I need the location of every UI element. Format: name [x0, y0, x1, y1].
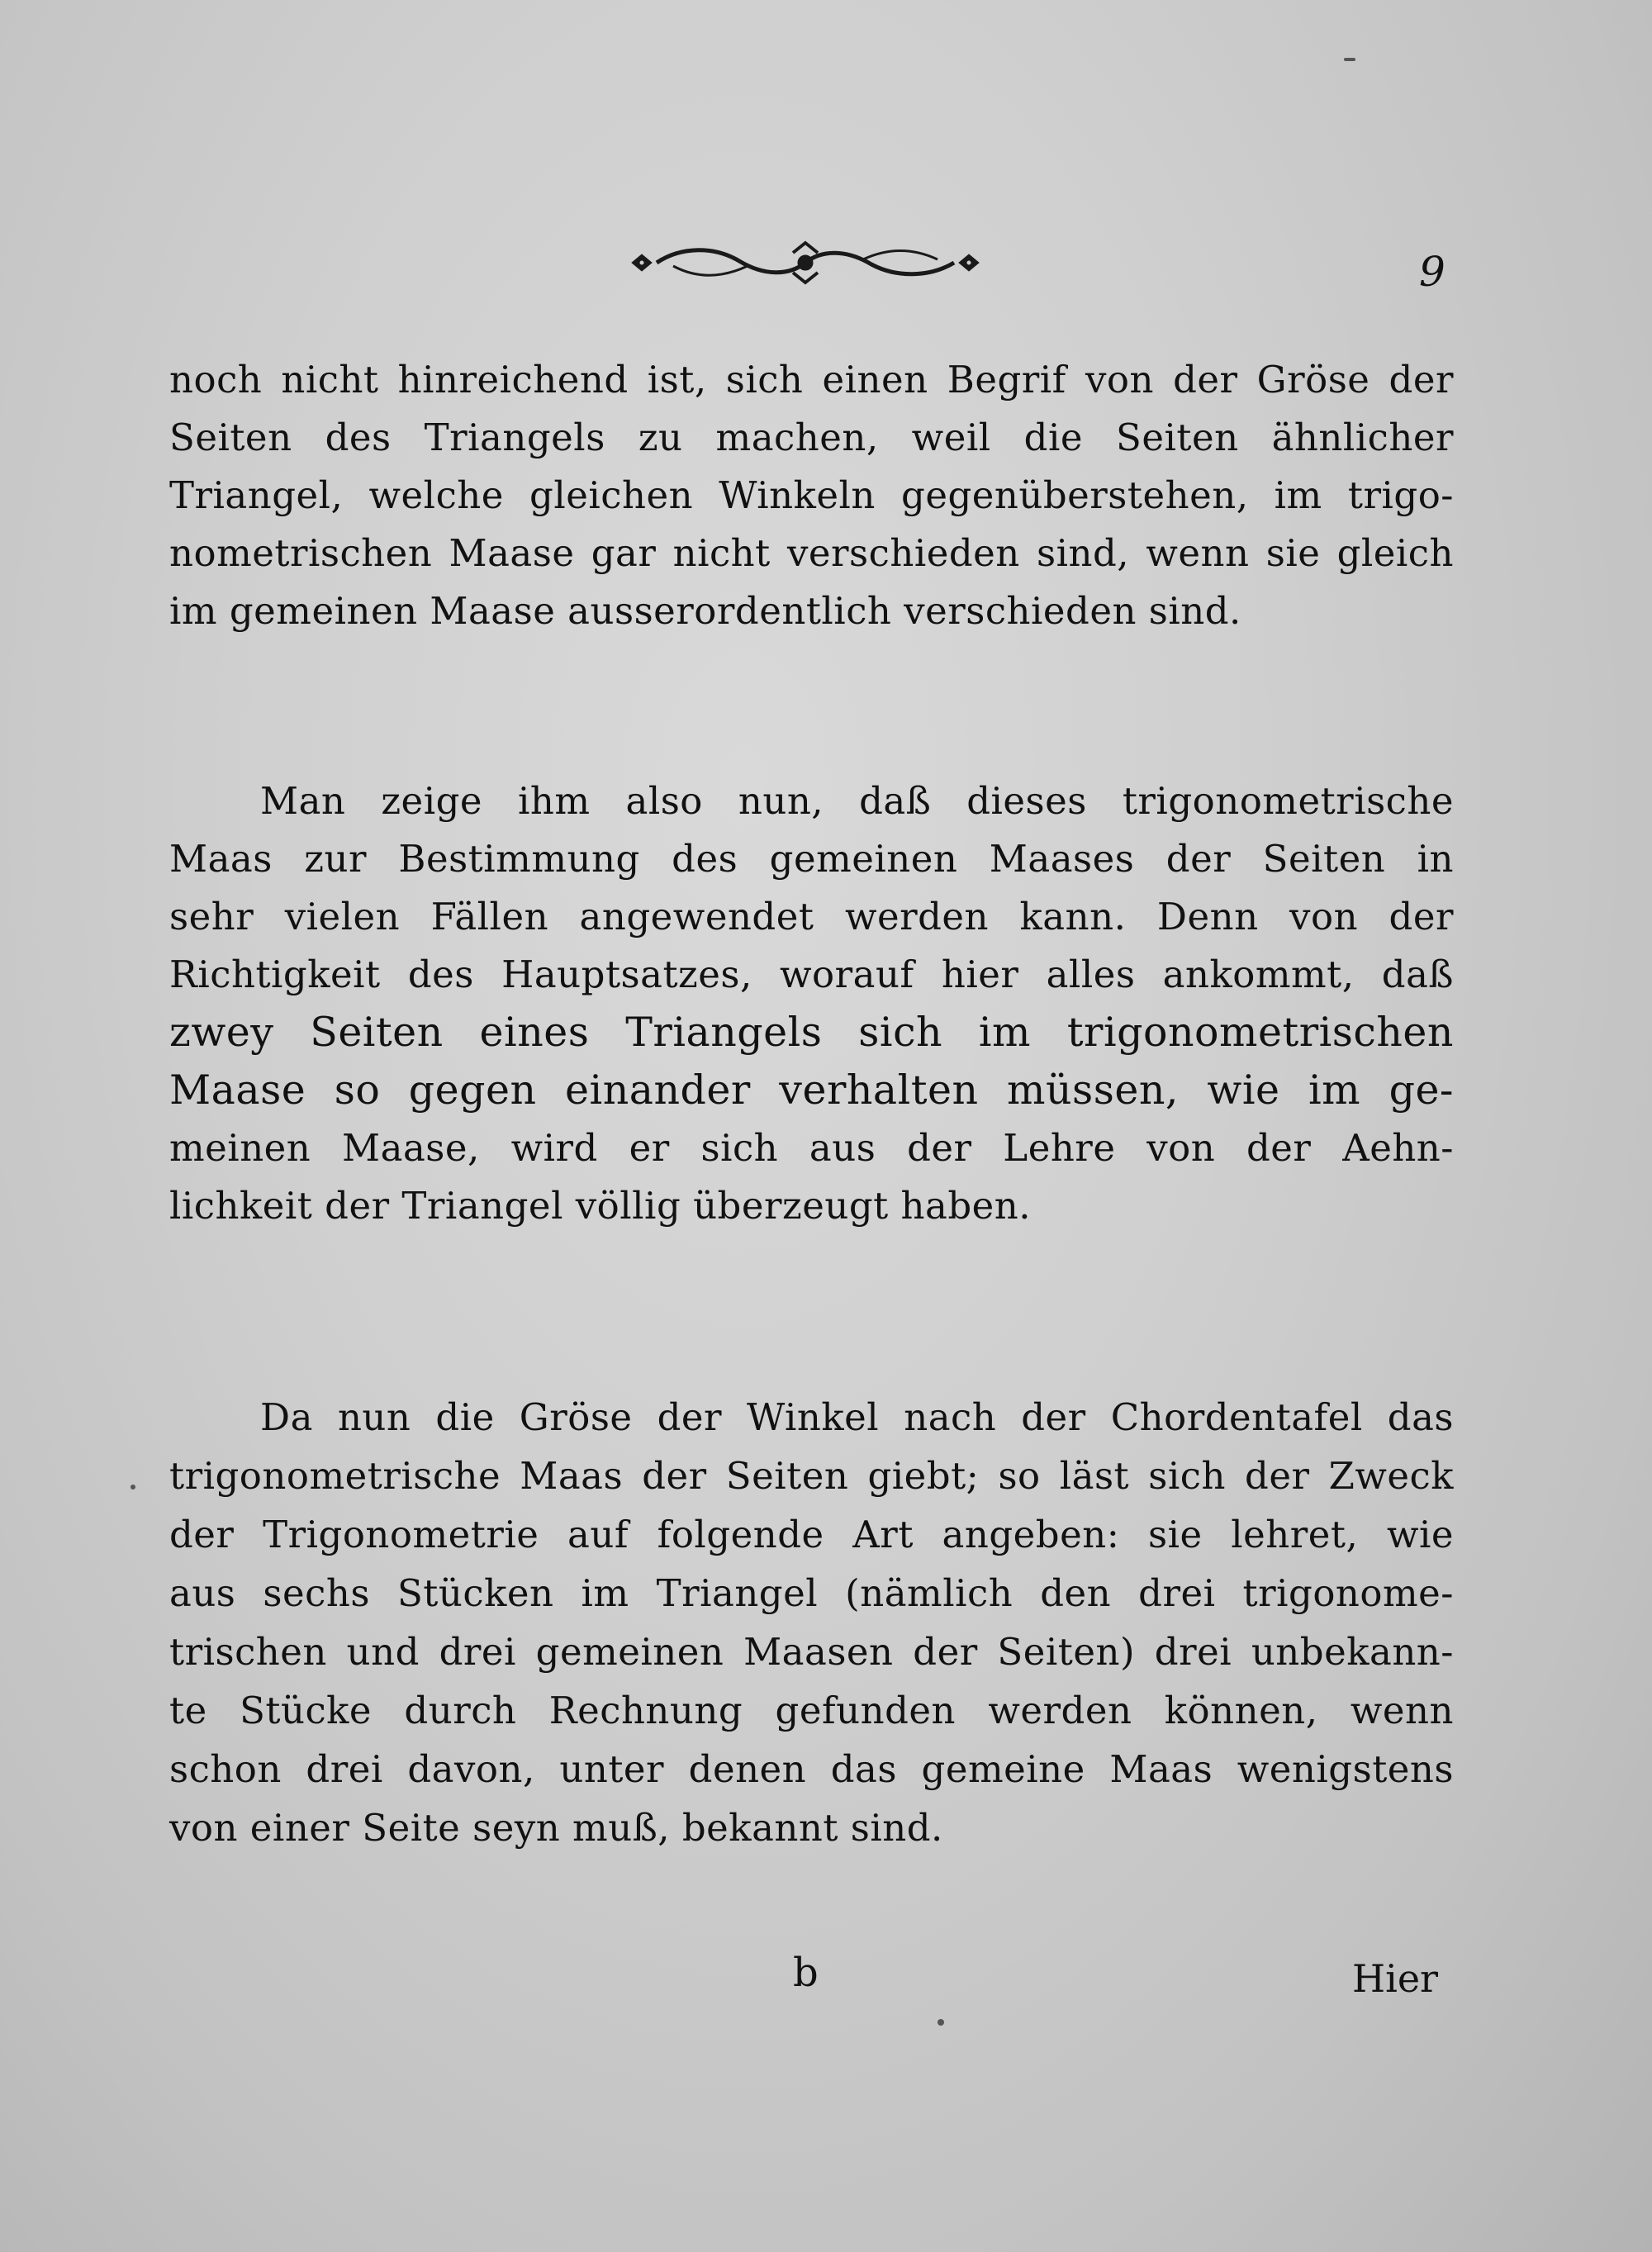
text-line: im gemeinen Maase ausserordentlich verschieden sind.: [169, 589, 1241, 633]
text-line: Richtigkeit des Hauptsatzes, worauf hier alles ankommt, daß: [169, 953, 1454, 996]
text-line: zwey Seiten eines Triangels sich im trigonometrischen: [169, 1009, 1454, 1056]
paragraph-2: [169, 772, 1454, 1235]
text-line: Man zeige ihm also nun, daß dieses trigonometrische: [260, 779, 1454, 823]
text-line: von einer Seite seyn muß, bekannt sind.: [169, 1806, 943, 1850]
ink-speck: [131, 1485, 135, 1489]
text-line: nometrischen Maase gar nicht verschieden sind, wenn sie gleich: [169, 531, 1454, 575]
text-line: Da nun die Gröse der Winkel nach der Chordentafel das: [260, 1395, 1454, 1439]
text-line: Maase so gegen einander verhalten müssen, wie im ge-: [169, 1067, 1454, 1114]
text-line: lichkeit der Triangel völlig überzeugt haben.: [169, 1184, 1032, 1228]
text-line: Triangel, welche gleichen Winkeln gegenüberstehen, im trigo-: [169, 473, 1454, 517]
catchword: Hier: [1352, 1956, 1439, 2001]
text-line: schon drei davon, unter denen das gemeine Maas wenigstens: [169, 1747, 1454, 1791]
text-line: trischen und drei gemeinen Maasen der Seiten) drei unbekann-: [169, 1630, 1454, 1674]
paragraph-3: [169, 1388, 1454, 1857]
signature-mark: b: [793, 1950, 819, 1996]
page-number: 9: [1419, 248, 1446, 296]
text-line: noch nicht hinreichend ist, sich einen Begrif von der Gröse der: [169, 358, 1454, 401]
text-line: meinen Maase, wird er sich aus der Lehre von der Aehn-: [169, 1126, 1454, 1170]
text-line: Maas zur Bestimmung des gemeinen Maases der Seiten in: [169, 837, 1454, 881]
text-line: Seiten des Triangels zu machen, weil die Seiten ähnlicher: [169, 416, 1454, 459]
text-line: sehr vielen Fällen angewendet werden kann. Denn von der: [169, 895, 1454, 938]
text-line: te Stücke durch Rechnung gefunden werden können, wenn: [169, 1689, 1454, 1732]
ink-speck: [938, 2019, 944, 2026]
text-line: der Trigonometrie auf folgende Art angeben: sie lehret, wie: [169, 1513, 1454, 1556]
text-line: trigonometrische Maas der Seiten giebt; so läst sich der Zweck: [169, 1454, 1454, 1498]
printers-ornament-icon: [624, 238, 987, 287]
text-line: aus sechs Stücken im Triangel (nämlich den drei trigonome-: [169, 1571, 1454, 1615]
ink-speck: [1344, 58, 1355, 61]
paragraph-1: [169, 351, 1454, 640]
